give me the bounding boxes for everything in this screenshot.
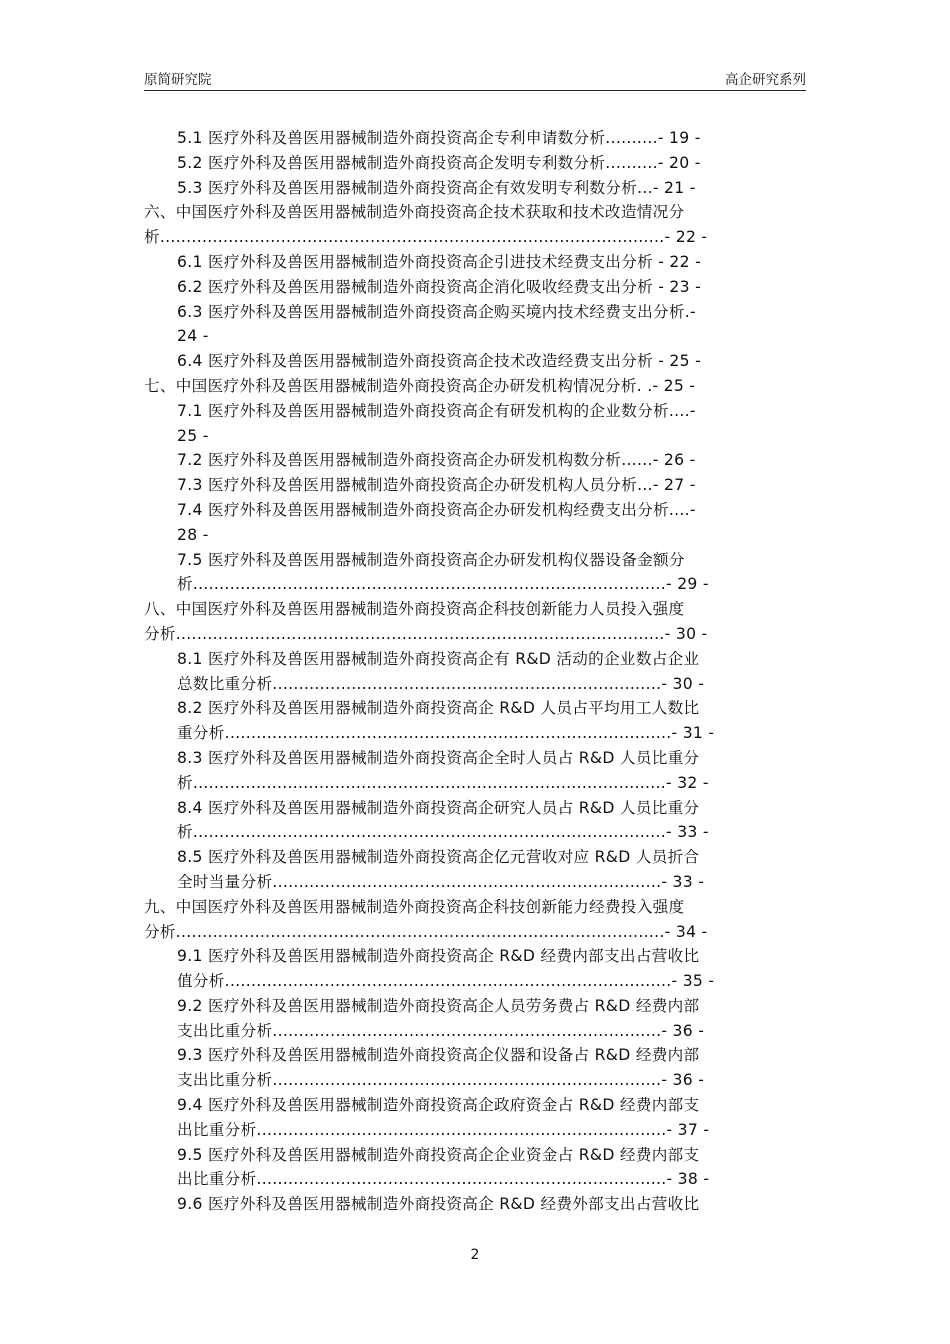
toc-line[interactable]: 7.4 医疗外科及兽医用器械制造外商投资高企办研发机构经费支出分析....- xyxy=(177,500,696,519)
toc-line[interactable]: 支出比重分析..........................................................................- 36 - xyxy=(177,1021,705,1040)
toc-line[interactable]: 8.1 医疗外科及兽医用器械制造外商投资高企有 R&D 活动的企业数占企业 xyxy=(177,649,700,668)
toc-line[interactable]: 分析.............................................................................................- 30 - xyxy=(144,624,708,643)
header-publisher: 原简研究院 xyxy=(144,72,212,88)
toc-line[interactable]: 值分析.....................................................................................- 35 - xyxy=(177,972,715,991)
toc-line[interactable]: 六、中国医疗外科及兽医用器械制造外商投资高企技术获取和技术改造情况分 xyxy=(144,203,685,222)
toc-line[interactable]: 重分析.....................................................................................- 31 - xyxy=(177,724,715,743)
toc-line[interactable]: 6.3 医疗外科及兽医用器械制造外商投资高企购买境内技术经费支出分析.- xyxy=(177,302,696,321)
toc-line[interactable]: 9.1 医疗外科及兽医用器械制造外商投资高企 R&D 经费内部支出占营收比 xyxy=(177,947,700,966)
toc-line[interactable]: 6.4 医疗外科及兽医用器械制造外商投资高企技术改造经费支出分析 - 25 - xyxy=(177,352,702,371)
toc-line[interactable]: 9.5 医疗外科及兽医用器械制造外商投资高企企业资金占 R&D 经费内部支 xyxy=(177,1145,700,1164)
toc-line[interactable]: 5.2 医疗外科及兽医用器械制造外商投资高企发明专利数分析..........- 20 - xyxy=(177,153,701,172)
toc-line[interactable]: 析................................................................................................- 22 - xyxy=(144,228,708,247)
page-header xyxy=(144,68,806,91)
toc-line[interactable]: 全时当量分析..........................................................................- 33 - xyxy=(177,872,705,891)
toc-line[interactable]: 出比重分析..............................................................................- 38 - xyxy=(177,1170,710,1189)
toc-line[interactable]: 9.4 医疗外科及兽医用器械制造外商投资高企政府资金占 R&D 经费内部支 xyxy=(177,1096,700,1115)
toc-line[interactable]: 析..........................................................................................- 32 - xyxy=(177,773,709,792)
toc-line[interactable]: 分析.............................................................................................- 34 - xyxy=(144,922,708,941)
toc-line[interactable]: 支出比重分析..........................................................................- 36 - xyxy=(177,1071,705,1090)
toc-line[interactable]: 5.3 医疗外科及兽医用器械制造外商投资高企有效发明专利数分析...- 21 - xyxy=(177,178,696,197)
table-of-contents xyxy=(144,126,806,1217)
toc-line[interactable]: 24 - xyxy=(177,327,209,346)
page-number: 2 xyxy=(470,1247,480,1263)
toc-line[interactable]: 7.2 医疗外科及兽医用器械制造外商投资高企办研发机构数分析......- 26 - xyxy=(177,451,696,470)
toc-line[interactable]: 析..........................................................................................- 33 - xyxy=(177,823,709,842)
toc-line[interactable]: 5.1 医疗外科及兽医用器械制造外商投资高企专利申请数分析..........- 19 - xyxy=(177,129,701,147)
toc-line[interactable]: 7.3 医疗外科及兽医用器械制造外商投资高企办研发机构人员分析...- 27 - xyxy=(177,476,696,495)
toc-line[interactable]: 总数比重分析..........................................................................- 30 - xyxy=(177,674,705,693)
toc-line[interactable]: 25 - xyxy=(177,426,209,445)
toc-line[interactable]: 9.6 医疗外科及兽医用器械制造外商投资高企 R&D 经费外部支出占营收比 xyxy=(177,1195,700,1214)
toc-line[interactable]: 9.2 医疗外科及兽医用器械制造外商投资高企人员劳务费占 R&D 经费内部 xyxy=(177,996,700,1015)
toc-line[interactable]: 八、中国医疗外科及兽医用器械制造外商投资高企科技创新能力人员投入强度 xyxy=(144,600,685,619)
toc-line[interactable]: 出比重分析..............................................................................- 37 - xyxy=(177,1120,710,1139)
toc-line[interactable]: 九、中国医疗外科及兽医用器械制造外商投资高企科技创新能力经费投入强度 xyxy=(144,897,685,916)
toc-line[interactable]: 8.5 医疗外科及兽医用器械制造外商投资高企亿元营收对应 R&D 人员折合 xyxy=(177,848,700,867)
toc-line[interactable]: 6.1 医疗外科及兽医用器械制造外商投资高企引进技术经费支出分析 - 22 - xyxy=(177,252,702,271)
toc-line[interactable]: 7.5 医疗外科及兽医用器械制造外商投资高企办研发机构仪器设备金额分 xyxy=(177,550,685,569)
toc-line[interactable]: 析..........................................................................................- 29 - xyxy=(177,575,709,594)
toc-line[interactable]: 七、中国医疗外科及兽医用器械制造外商投资高企办研发机构情况分析. .- 25 - xyxy=(144,376,696,395)
toc-line[interactable]: 7.1 医疗外科及兽医用器械制造外商投资高企有研发机构的企业数分析....- xyxy=(177,401,696,420)
toc-line[interactable]: 28 - xyxy=(177,525,209,544)
toc-line[interactable]: 9.3 医疗外科及兽医用器械制造外商投资高企仪器和设备占 R&D 经费内部 xyxy=(177,1046,700,1065)
toc-line[interactable]: 6.2 医疗外科及兽医用器械制造外商投资高企消化吸收经费支出分析 - 23 - xyxy=(177,277,702,296)
toc-line[interactable]: 8.3 医疗外科及兽医用器械制造外商投资高企全时人员占 R&D 人员比重分 xyxy=(177,748,700,767)
toc-line[interactable]: 8.2 医疗外科及兽医用器械制造外商投资高企 R&D 人员占平均用工人数比 xyxy=(177,699,700,718)
header-series: 高企研究系列 xyxy=(725,72,806,88)
toc-line[interactable]: 8.4 医疗外科及兽医用器械制造外商投资高企研究人员占 R&D 人员比重分 xyxy=(177,798,700,817)
